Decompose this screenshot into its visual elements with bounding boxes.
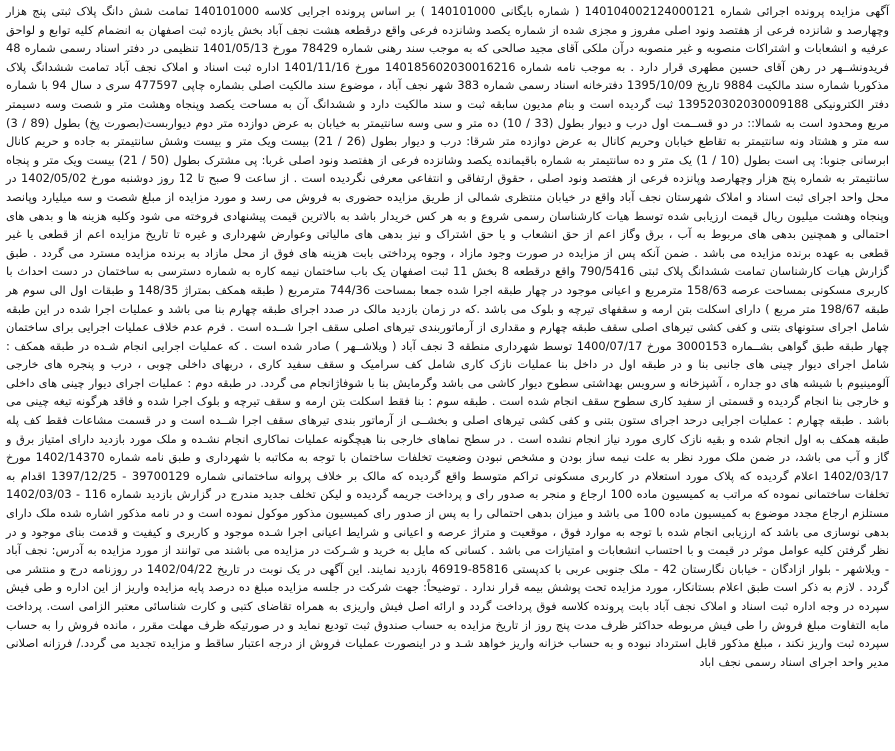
notice-body: آگهی مزایده پرونده اجرائی شماره 140104002124000121 ( شماره بایگانی 140101000 ) بر اساس پرونده اجرایی کلاسه 140101000 تمامت شش دانگ پلاک ثبتی پنج هزار وچهارصد و شانزده فرعی از هفتصد ونود اصلی مفروز و مجزی شده از شماره یکصد وشانزده فرعی واقع درقطعه هشت نجف آباد بخش یازده ثبت اصفهان به انضمام کلیه توابع و لواحق عرفیه و انشعابات و اشتراکات منصوبه و غیر منصوبه درآن ملکی آقای مجید صالحی که به موجب سند رهنی شماره 78429 مورخ 1401/05/13 تنظیمی در دفتر اسناد رسمی شماره 48 فریدونشــهر در رهن آقای حسین مطهری قرار دارد . به موجب نامه شماره 140185602030016216 مورخ 1401/11/16 اداره ثبت اسناد و املاک نجف آباد تمامت ششدانگ پلاک مذکوربا شماره سند مالکیت 9884 تاریخ 1395/10/09 دفترخانه اسناد رسمی شماره 383 شهر نجف آباد ، موضوع سند مالکیت اصلی بشماره چاپی 477597 سری د سال 94 با شماره دفتر الکترونیکی 139520302030009188 ثبت گردیده است و بنام مدیون سابقه ثبت و سند مالکیت دارد و ششدانگ آن به مساحت یکصد وپنجاه وهشت متر و شصت وسه دسیمتر مربع ومحدود است به شمالا:: در دو قســمت اول درب و دیوار بطول (33 / 10) ده متر و سی وسه سانتیمتر به خیابان به عرض دوازده متر دوم دیواربست(بصورت پخ) بطول (89 / 3) سه متر و هشتاد ونه سانتیمتر به تقاطع خیابان وحریم کانال به عرض دوازده متر شرقا: درب و دیوار بطول (26 / 21) بیست ویک متر و بیست وشش سانتیمتر به جاده و حریم کانال ابرسانی جنوبا: پی است بطول (10 / 1) یک متر و ده سانتیمتر به شماره باقیمانده یکصد وشانزده فرعی از هفتصد ونود اصلی غربا: پی مشترک بطول (50 / 21) بیست ویک متر و پنجاه سانتیمتر به شماره پنج هزار وچهارصد وپانزده فرعی از هفتصد ونود اصلی ، حقوق ارتفاقی و انتفاعی معرفی نگردیده است . از ساعت 9 صبح تا 12 روز دوشنبه مورخ 1402/05/02 در محل واحد اجرای ثبت اسناد و املاک شهرستان نجف آباد واقع در خیابان منتظری شمالی از طریق مزایده حضوری به فروش می رسد و مورد مزایده از مبلغ شصت و سه میلیارد وپانصد وپنجاه وهشت میلیون ریال قیمت ارزیابی شده توسط هیات کارشناسان رسمی شروع و به هر کس خریدار باشد به بالاترین قیمت پیشنهادی فروخته می شود وکلیه هزینه ها و بدهی های احتمالی و همچنین بدهی های مربوط به آب ، برق وگاز اعم از حق انشعاب و یا حق اشتراک و نیز بدهی های مالیاتی وعوارض شهرداری و غیره تا تاریخ مزایده اعم از قطعی یا غیر قطعی به عهده برنده مزایده می باشد . ضمن آنکه پس از مزایده در صورت وجود مازاد ، وجوه پرداختی بابت هزینه های فوق از محل مازاد به برنده مزایده مسترد می گردد . طبق گزارش هیات کارشناسان تمامت ششدانگ پلاک ثبتی 790/5416 واقع درقطعه 8 بخش 11 ثبت اصفهان یک باب ساختمان نیمه کاره به شماره دسترسی به ساختمان در دست احداث با کاربری مسکونی بمساحت عرصه 158/63 مترمربع و اعیانی موجود در چهار طبقه اجرا شده جمعا بمساحت 744/36 مترمربع ( طبقه همکف بمتراژ 148/35 و طبقات اول الی سوم هر طبقه 198/67 متر مربع ) دارای اسکلت بتن ارمه و سقفهای تیرچه و بلوک می باشد .که در زمان بازدید مالک در صدد اجرای طبقه چهارم بنا می باشد و عملیات اجرا شده در این طبقه شامل اجرای ستونهای بتنی و کفی کشی تیرهای اصلی سقف طبقه چهارم و مقداری از آرماتوربندی تیرهای اصلی سقف اجرا شــده است . فرم عدم خلاف عملیات اجرایی برای ساختمان چهار طبقه طبق گواهی بشــماره 3000153 مورخ 1400/07/17 توسط شهرداری منطقه 3 نجف آباد ( ویلاشــهر ) صادر شده است . که عملیات اجرایی انجام شـده در طبقه همکف : شامل اجرای دیوار چینی های جانبی بنا و در طبقه اول در داخل بنا عملیات نازک کاری شامل کف سرامیک و سقف سفید کاری ، دربهای داخلی چوبی ، درب و پنجره های خارجی آلومینیوم با شیشه های دو جداره ، آشپزخانه و سرویس بهداشتی سطوح دیوار کاشی می باشد وگرمایش بنا با شوفاژانجام می گردد. در طبقه دوم : عملیات اجرای دیوار چینی های داخلی و خارجی بنا انجام گردیده و قسمتی از سفید کاری سطوح سقف انجام شده است . طبقه سوم : بنا فقط اسکلت بتن ارمه و سقف تیرچه و بلوک اجرا شده و فاقد هرگونه تیغه چینی می باشد . طبقه چهارم : عملیات اجرایی درحد اجرای ستون بتنی و کفی کشی تیرهای اصلی و بخشــی از آرماتور بندی تیرهای سقف اجرا شــده است و در قسمت مشاعات فقط کف پله طبقه همکف به اول انجام شده و بقیه نازک کاری مورد نیاز انجام نشده است . در سطح نماهای خارجی بنا هیچگونه عملیات نماکاری انجام نشـده و ملک مورد بازدید دارای امتیاز برق و گاز و آب می باشد، در ضمن ملک مورد نظر به علت نیمه ساز بودن و مشخص نبودن وضعیت تخلفات ساختمان با توجه به مکاتبه با شهرداری و طبق نامه شماره 1402/14370 مورخ 1402/03/17 اعلام گردیده که پلاک مورد استعلام در کاربری مسکونی تراکم متوسط واقع گردیده که مالک بر خلاف پروانه ساختمانی شماره 39700129 - 1397/12/25 اقدام به تخلفات ساختمانی نموده که مراتب به کمیسیون ماده 100 ارجاع و منجر به صدور رای و پرداخت جریمه گردیده و لیکن تخلف جدید مندرج در گزارش بازدید شماره 116 - 1402/03/03 مستلزم ارجاع مجدد موضوع به کمیسیون ماده 100 می باشد و میزان بدهی احتمالی را به پس از صدور رای کمیسیون مذکور موکول نموده است و در نامه مذکور اشاره شده ملک دارای بدهی نوسازی می باشد که ارزیابی انجام شده با توجه به موارد فوق ، موقعیت و متراژ عرصه و اعیانی و شرایط اعیانی اجرا شـده موجود و کاربری و کیفیت و قدمت بنای موجود و در نظر گرفتن کلیه عوامل موثر در قیمت و با احتساب انشعابات و امتیازات می باشد . کسانی که مایل به خرید و شـرکت در مزایده می باشند می توانند از مورد مزایده به آدرس: نجف آباد - ویلاشهر - بلوار ازادگان - خیابان نگارستان 42 - ملک جنوبی عربی با کدپستی 85816-46919 بازدید نمایند. این آگهی در یک نوبت در تاریخ 1402/04/22 در روزنامه درج و منتشر می گردد . لازم به ذکر است طبق اعلام بستانکار، مورد مزایده تحت پوشش بیمه قرار ندارد . توضیحاً: جهت شرکت در جلسه مزایده مبلغ ده درصد پایه مزایده واریز از این اداره و طی فیش سپرده در وجه اداره ثبت اسناد و املاک نجف آباد بابت پرونده کلاسه فوق پرداخت گردد و ارائه اصل فیش واریزی به همراه تقاضای کتبی و کارت شناسائی معتبر الزامی است. پرداخت مابه التفاوت مبلغ فروش را طی فیش مربوطه حداکثر ظرف مدت پنج روز از تاریخ مزایده به حساب صندوق ثبت توديع نماید و در صورتیکه ظرف مهلت مقرر ، مانده فروش را به حساب سپرده ثبت واریز نکند ، مبلغ مذکور قابل استرداد نبوده و به حساب خزانه واریز خواهد شـد و در اینصورت عملیات فروش از درجه اعتبار ساقط و مزایده تجدید می گردد./ فرزانه اصلانی مدیر واحد اجرای اسناد رسمی نجف اباد bbox=[6, 4, 890, 669]
